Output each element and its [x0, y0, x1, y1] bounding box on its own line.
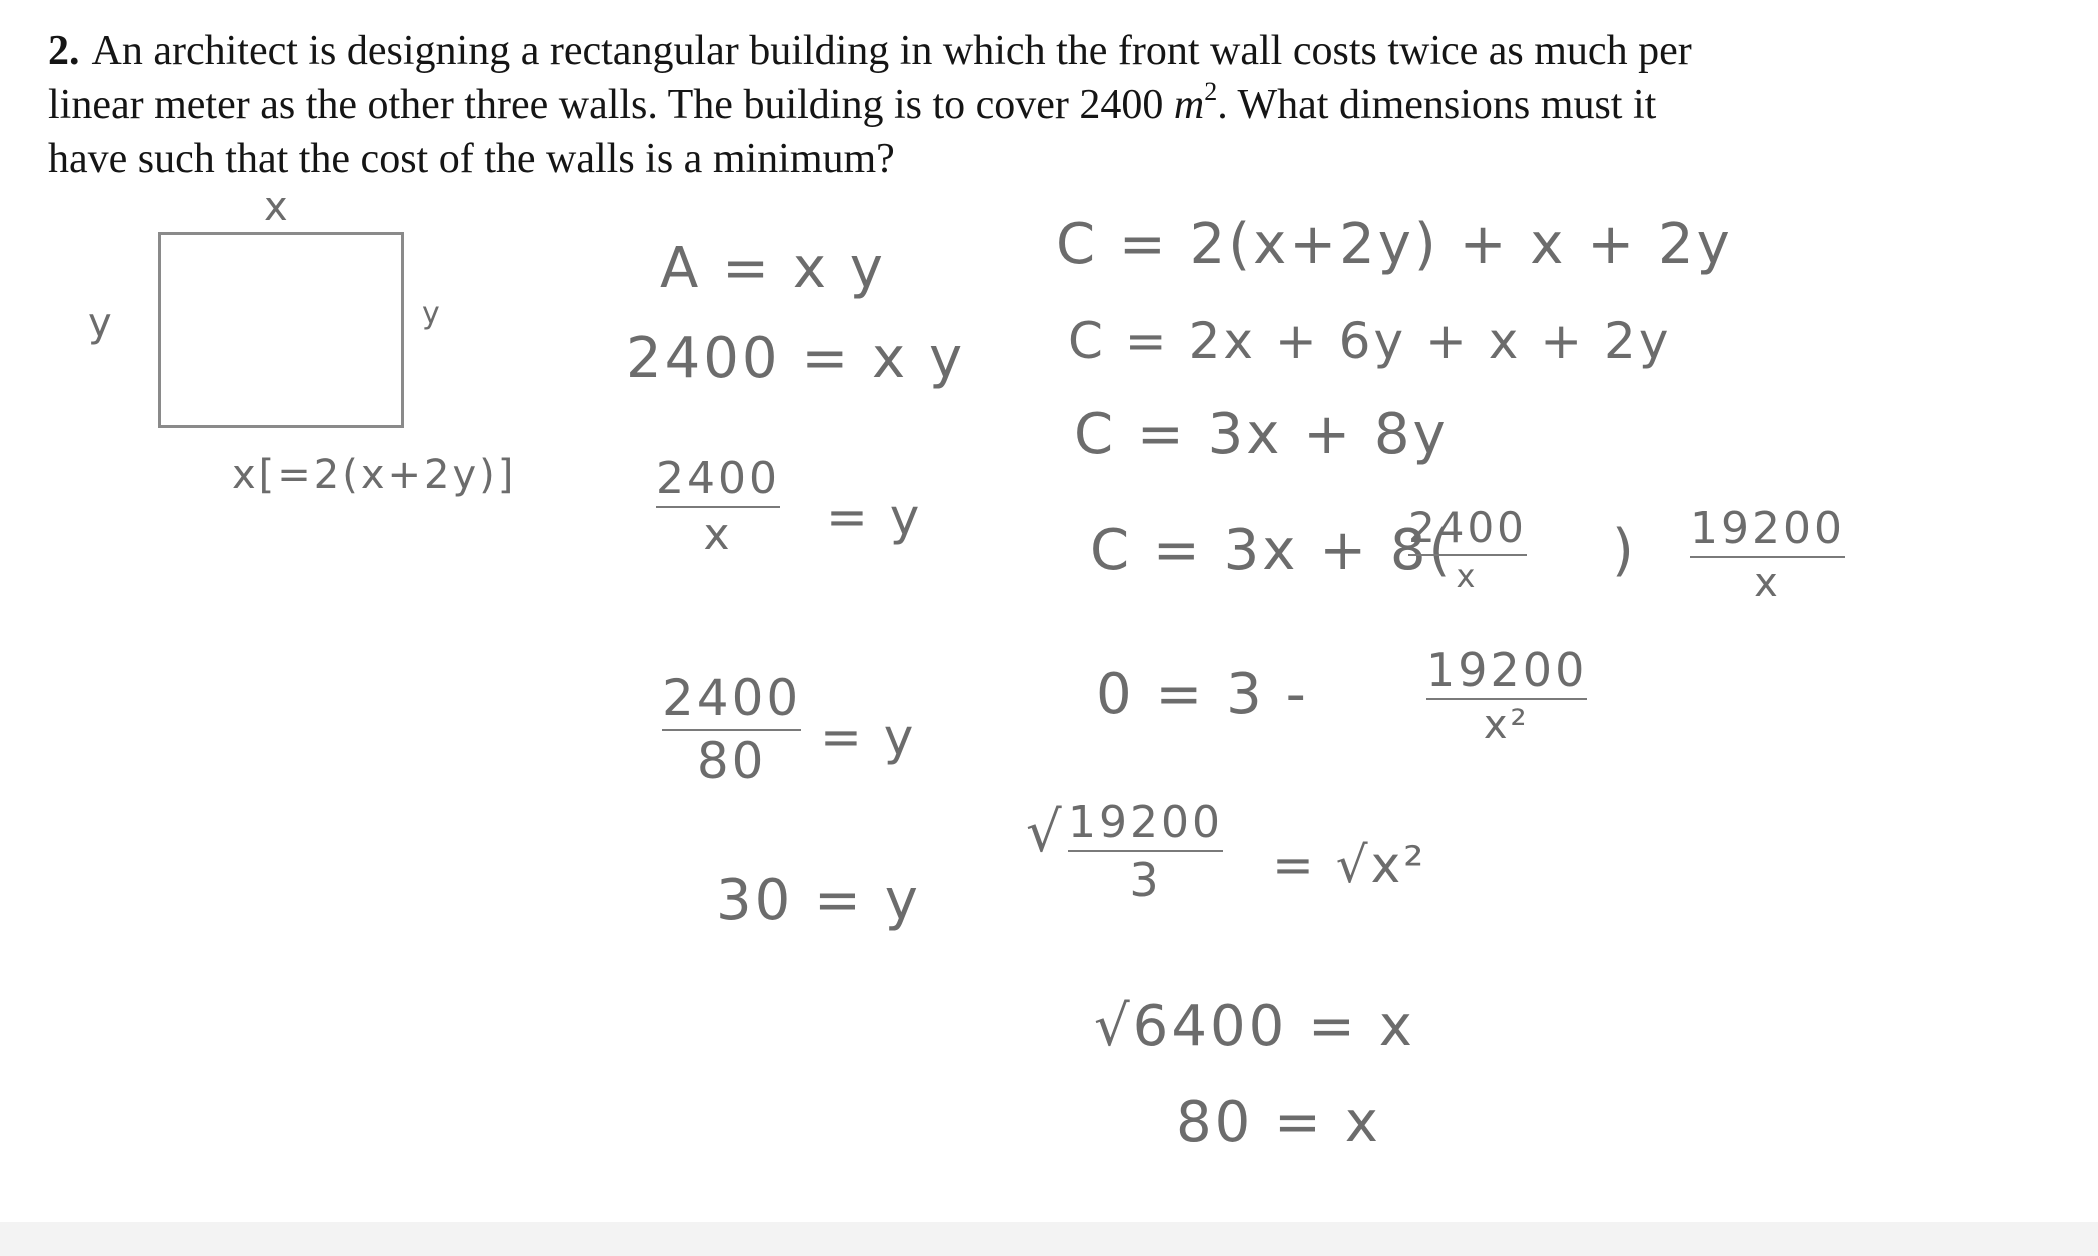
derivative-left: 0 = 3 - [1096, 662, 1309, 727]
diagram-label-bottom: x[=2(x+2y)] [232, 452, 517, 498]
sqrt-rhs: = √x² [1272, 836, 1427, 894]
building-rectangle-diagram [158, 232, 404, 428]
cost-equation-4-fraction: 2400 x [1408, 503, 1527, 596]
diagram-label-right: y [422, 296, 443, 331]
cost-equation-4-right: ) [1612, 518, 1637, 583]
problem-line-1: 2. An architect is designing a rectangular building in which the front wall costs twice as much per [48, 28, 1692, 74]
problem-number: 2. [48, 28, 80, 74]
sqrt-fraction: 19200 3 [1068, 797, 1223, 908]
sqrt-sign: √ [1026, 800, 1065, 865]
y-substitution-rhs: = y [820, 708, 917, 766]
x-result: 80 = x [1176, 1090, 1381, 1155]
y-expression-rhs: = y [826, 488, 923, 546]
problem-line-2: linear meter as the other three walls. The building is to cover 2400 $m^2$. What dimensions must it [48, 77, 1657, 128]
cost-equation-4-left: C = 3x + 8( [1090, 518, 1454, 583]
y-substitution-fraction: 2400 80 [662, 669, 802, 790]
cost-equation-2: C = 2x + 6y + x + 2y [1068, 312, 1672, 370]
cost-equation-1: C = 2(x+2y) + x + 2y [1056, 212, 1733, 277]
unit-m: m [1173, 82, 1205, 128]
y-result: 30 = y [716, 868, 921, 933]
unit-exponent: 2 [1204, 77, 1218, 106]
sqrt-6400-equation: √6400 = x [1094, 994, 1415, 1059]
bottom-margin-strip [0, 1222, 2098, 1256]
area-value-equation: 2400 = x y [626, 326, 966, 391]
cost-equation-3: C = 3x + 8y [1074, 402, 1449, 467]
area-equation: A = x y [660, 236, 886, 301]
diagram-label-left: y [88, 300, 115, 346]
problem-statement [48, 24, 1983, 186]
diagram-label-top: x [264, 184, 291, 230]
derivative-fraction: 19200 x² [1426, 643, 1588, 749]
y-expression-fraction: 2400 x [656, 453, 780, 561]
problem-line-3: have such that the cost of the walls is a minimum? [48, 136, 895, 182]
cost-equation-4-simplified: 19200 x [1690, 503, 1845, 607]
